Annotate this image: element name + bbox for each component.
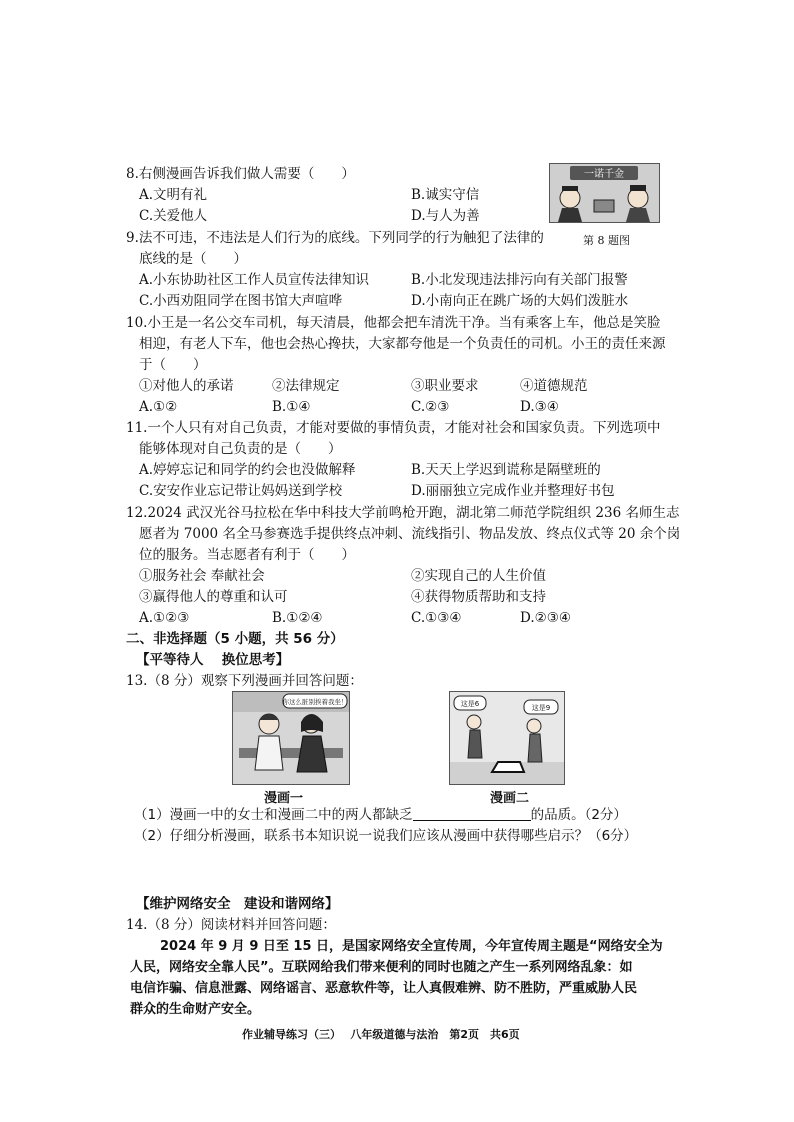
q12-statement-1: ①服务社会 奉献社会 — [139, 568, 265, 584]
q12-stem-line1: 12.2024 武汉光谷马拉松在华中科技大学前鸣枪开跑，湖北第二师范学院组织 236 名师生志 — [126, 505, 680, 521]
q13-comic1-drawing — [233, 692, 349, 784]
q13-comic2-caption: 漫画二 — [490, 791, 530, 806]
q10-option-c: C.②③ — [411, 399, 450, 415]
q10-statement-4: ④道德规范 — [520, 378, 588, 394]
q8-option-d: D.与人为善 — [411, 208, 480, 224]
page-footer: 作业辅导练习（三） 八年级道德与法治 第2页 共6页 — [242, 1028, 520, 1041]
q13-sub2: （2）仔细分析漫画，联系书本知识说一说我们应该从漫画中获得哪些启示？（6分） — [134, 828, 638, 844]
q13-stem: 13.（8 分）观察下列漫画并回答问题： — [126, 673, 363, 689]
q12-option-a: A.①②③ — [139, 610, 190, 626]
q14-stem: 14.（8 分）阅读材料并回答问题： — [126, 917, 336, 933]
q13-comic1-bubble: 你这么脏别挨着我坐！ — [282, 698, 348, 706]
q9-stem-line2: 底线的是（ ） — [139, 251, 247, 267]
q9-option-b: B.小北发现违法排污向有关部门报警 — [411, 272, 628, 288]
q8-figure-caption: 第 8 题图 — [583, 234, 630, 247]
q11-option-b: B.天天上学迟到谎称是隔壁班的 — [411, 462, 601, 478]
q13-comic1-caption: 漫画一 — [264, 791, 304, 806]
q14-material-line2: 人民，网络安全靠人民”。互联网给我们带来便利的同时也随之产生一系列网络乱象：如 — [130, 960, 633, 975]
q10-statement-2: ②法律规定 — [272, 378, 340, 394]
q13-comic2-bubble-left: 这是6 — [460, 700, 480, 708]
q12-stem-line2: 愿者为 7000 名全马参赛选手提供终点冲刺、流线指引、物品发放、终点仪式等 20 余个岗 — [139, 526, 681, 542]
q13-sub1-answer-blank[interactable] — [413, 807, 531, 821]
q8-comic-banner-text: 一诺千金 — [584, 169, 624, 180]
q13-sub1-suffix: 的品质。（2分） — [530, 807, 627, 823]
q10-stem-line3: 于（ ） — [139, 357, 207, 373]
q13-comic1-image — [232, 691, 350, 785]
q10-stem-line1: 10.小王是一名公交车司机，每天清晨，他都会把车清洗干净。当有乘客上车，他总是笑脸 — [126, 315, 661, 331]
q11-option-a: A.婷婷忘记和同学的约会也没做解释 — [139, 462, 356, 478]
q13-comic2-drawing — [450, 692, 564, 784]
q12-option-b: B.①②④ — [272, 610, 323, 626]
q11-option-d: D.丽丽独立完成作业并整理好书包 — [411, 483, 615, 499]
q10-option-b: B.①④ — [272, 399, 311, 415]
q13-sub1 — [134, 806, 627, 824]
q9-option-a: A.小东协助社区工作人员宣传法律知识 — [139, 272, 370, 288]
q14-material-line1: 2024 年 9 月 9 日至 15 日，是国家网络安全宣传周，今年宣传周主题是“网络安全为 — [160, 939, 663, 954]
q12-option-c: C.①③④ — [411, 610, 462, 626]
q10-option-d: D.③④ — [520, 399, 559, 415]
q8-option-a: A.文明有礼 — [139, 187, 208, 203]
q11-stem-line1: 11.一个人只有对自己负责，才能对要做的事情负责，才能对社会和国家负责。下列选项中 — [126, 420, 661, 436]
q10-stem-line2: 相迎，有老人下车，他也会热心搀扶，大家都夸他是一个负责任的司机。小王的责任来源 — [139, 336, 666, 352]
q13-comic2-bubble-right: 这是9 — [531, 704, 551, 712]
q8-option-c: C.关爱他人 — [139, 208, 208, 224]
q8-option-b: B.诚实守信 — [411, 187, 480, 203]
q8-comic-image — [549, 163, 660, 223]
section2-title: 二、非选择题（5 小题，共 56 分） — [126, 631, 344, 647]
q11-stem-line2: 能够体现对自己负责的是（ ） — [139, 441, 342, 457]
section2-theme: 【平等待人 换位思考】 — [136, 652, 290, 668]
q12-option-d: D.②③④ — [520, 610, 571, 626]
q12-stem-line3: 位的服务。当志愿者有利于（ ） — [139, 547, 355, 563]
q12-statement-3: ③赢得他人的尊重和认可 — [139, 589, 288, 605]
theme2-title: 【维护网络安全 建设和谐网络】 — [136, 896, 339, 912]
q9-stem-line1: 9.法不可违，不违法是人们行为的底线。下列同学的行为触犯了法律的 — [126, 230, 544, 246]
q14-material-line3: 电信诈骗、信息泄露、网络谣言、恶意软件等，让人真假难辨、防不胜防，严重威胁人民 — [130, 981, 638, 996]
q10-statement-1: ①对他人的承诺 — [139, 378, 234, 394]
q9-option-d: D.小南向正在跳广场的大妈们泼脏水 — [411, 293, 629, 309]
q13-sub1-prefix: （1）漫画一中的女士和漫画二中的两人都缺乏 — [134, 807, 413, 823]
q8-comic-drawing — [550, 164, 659, 222]
q10-statement-3: ③职业要求 — [411, 378, 479, 394]
q13-comic2-image — [449, 691, 565, 785]
q9-option-c: C.小西劝阻同学在图书馆大声喧哗 — [139, 293, 343, 309]
q12-statement-4: ④获得物质帮助和支持 — [411, 589, 546, 605]
q8-stem: 8.右侧漫画告诉我们做人需要（ ） — [126, 166, 355, 182]
q11-option-c: C.安安作业忘记带让妈妈送到学校 — [139, 483, 343, 499]
q12-statement-2: ②实现自己的人生价值 — [411, 568, 546, 584]
q10-option-a: A.①② — [139, 399, 178, 415]
q14-material-line4: 群众的生命财产安全。 — [130, 1002, 261, 1017]
